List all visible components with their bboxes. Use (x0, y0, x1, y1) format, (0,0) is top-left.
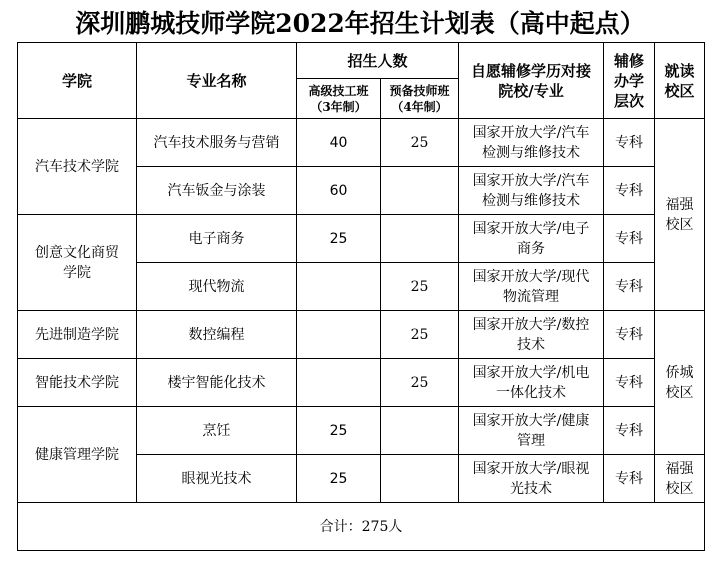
header-senior-class (297, 79, 381, 119)
level-cell: 专科 (604, 119, 655, 167)
header-level (604, 43, 655, 119)
page-title: 深圳鹏城技师学院2022年招生计划表（高中起点） (75, 9, 645, 38)
header-senior-class-name: 高级技工班 (308, 83, 369, 98)
table-row (18, 215, 705, 263)
major-cell: 楼宇智能化技术 (137, 359, 297, 407)
partner-line1: 国家开放大学/机电 (472, 364, 590, 381)
senior-count-cell (297, 311, 381, 359)
level-cell: 专科 (604, 359, 655, 407)
header-level-line1: 辅修 (614, 51, 645, 70)
partner-line1: 国家开放大学/汽车 (472, 124, 590, 141)
prep-count-cell (381, 407, 459, 455)
partner-line1: 国家开放大学/健康 (472, 412, 590, 429)
major-cell: 电子商务 (137, 215, 297, 263)
table-row (18, 311, 705, 359)
partner-cell (459, 167, 604, 215)
campus-fuqiang-1 (655, 119, 705, 311)
header-level-line3: 层次 (614, 91, 645, 110)
level-cell: 专科 (604, 407, 655, 455)
partner-line1: 国家开放大学/现代 (472, 268, 590, 285)
college-health: 健康管理学院 (18, 407, 137, 503)
table-row (18, 359, 705, 407)
major-cell: 眼视光技术 (137, 455, 297, 503)
prep-count-cell (381, 455, 459, 503)
college-intelligent: 智能技术学院 (18, 359, 137, 407)
partner-line1: 国家开放大学/眼视 (472, 460, 590, 477)
partner-cell (459, 119, 604, 167)
partner-line1: 国家开放大学/电子 (472, 220, 590, 237)
college-commerce-line2: 学院 (63, 264, 91, 281)
total-row (18, 503, 705, 551)
partner-cell (459, 311, 604, 359)
campus-qiaocheng-line1: 侨城 (665, 364, 694, 381)
campus-fuqiang-1-line2: 校区 (665, 216, 694, 233)
prep-count-cell: 25 (381, 359, 459, 407)
header-partner-line1: 自愿辅修学历对接 (471, 61, 592, 80)
major-cell: 汽车技术服务与营销 (137, 119, 297, 167)
senior-count-cell (297, 359, 381, 407)
header-level-line2: 办学 (614, 71, 645, 90)
header-major: 专业名称 (137, 43, 297, 119)
partner-cell (459, 263, 604, 311)
campus-fuqiang-2-line1: 福强 (665, 460, 694, 477)
header-partner (459, 43, 604, 119)
header-partner-line2: 院校/专业 (498, 81, 564, 100)
campus-qiaocheng-line2: 校区 (665, 384, 694, 401)
level-cell: 专科 (604, 311, 655, 359)
partner-cell (459, 455, 604, 503)
campus-fuqiang-1-line1: 福强 (665, 196, 694, 213)
header-prep-class (381, 79, 459, 119)
level-cell: 专科 (604, 167, 655, 215)
senior-count-cell: 25 (297, 215, 381, 263)
level-cell: 专科 (604, 263, 655, 311)
campus-qiaocheng (655, 311, 705, 455)
partner-line2: 技术 (517, 336, 546, 353)
header-college: 学院 (18, 43, 137, 119)
header-row (18, 43, 705, 79)
total-cell: 合计：275人 (18, 503, 705, 551)
partner-line2: 光技术 (510, 480, 553, 497)
enrollment-plan-table (17, 42, 705, 551)
major-cell: 烹饪 (137, 407, 297, 455)
senior-count-cell: 40 (297, 119, 381, 167)
college-commerce-line1: 创意文化商贸 (35, 244, 119, 261)
header-prep-class-name: 预备技师班 (389, 83, 450, 98)
senior-count-cell: 25 (297, 407, 381, 455)
prep-count-cell: 25 (381, 263, 459, 311)
major-cell: 数控编程 (137, 311, 297, 359)
level-cell: 专科 (604, 215, 655, 263)
partner-line2: 检测与维修技术 (482, 192, 581, 209)
level-cell: 专科 (604, 455, 655, 503)
table-row (18, 407, 705, 455)
partner-line2: 物流管理 (503, 288, 560, 305)
senior-count-cell (297, 263, 381, 311)
prep-count-cell (381, 167, 459, 215)
header-campus (655, 43, 705, 119)
campus-fuqiang-2 (655, 455, 705, 503)
major-cell: 现代物流 (137, 263, 297, 311)
partner-line2: 检测与维修技术 (482, 144, 581, 161)
partner-line2: 一体化技术 (496, 384, 567, 401)
senior-count-cell: 60 (297, 167, 381, 215)
partner-line2: 商务 (517, 240, 546, 257)
college-auto: 汽车技术学院 (18, 119, 137, 215)
header-prep-class-years: （4年制） (391, 99, 448, 114)
partner-line2: 管理 (517, 432, 546, 449)
campus-fuqiang-2-line2: 校区 (665, 480, 694, 497)
prep-count-cell: 25 (381, 311, 459, 359)
partner-line1: 国家开放大学/汽车 (472, 172, 590, 189)
college-commerce (18, 215, 137, 311)
partner-cell (459, 407, 604, 455)
college-manufacturing: 先进制造学院 (18, 311, 137, 359)
prep-count-cell (381, 215, 459, 263)
partner-cell (459, 359, 604, 407)
partner-cell (459, 215, 604, 263)
header-senior-class-years: （3年制） (310, 99, 367, 114)
prep-count-cell: 25 (381, 119, 459, 167)
header-campus-line2: 校区 (664, 81, 695, 100)
major-cell: 汽车钣金与涂装 (137, 167, 297, 215)
senior-count-cell: 25 (297, 455, 381, 503)
header-campus-line1: 就读 (664, 61, 695, 80)
table-row (18, 119, 705, 167)
partner-line1: 国家开放大学/数控 (472, 316, 590, 333)
header-enrollment: 招生人数 (297, 43, 459, 79)
